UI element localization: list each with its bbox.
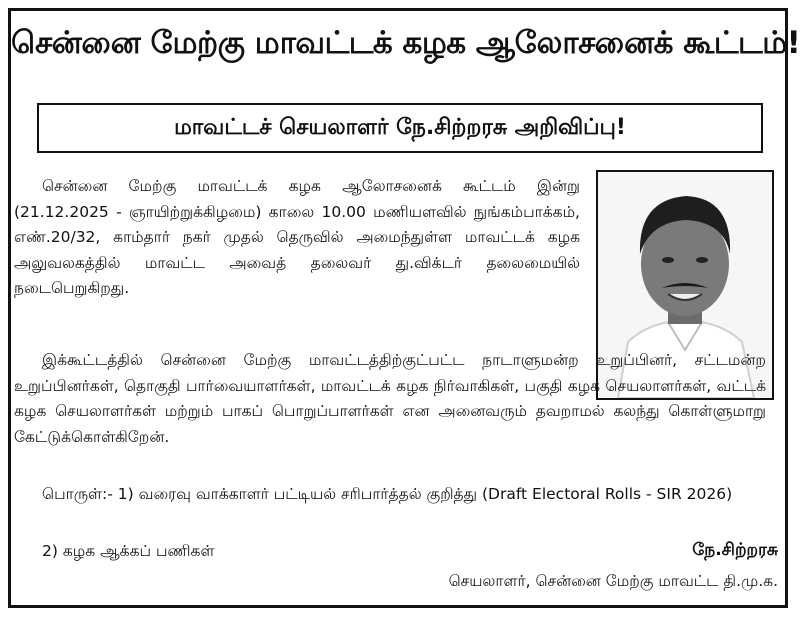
- headline: சென்னை மேற்கு மாவட்டக் கழக ஆலோசனைக் கூட்டம்!: [11, 25, 800, 61]
- paragraph-1: சென்னை மேற்கு மாவட்டக் கழக ஆலோசனைக் கூட்டம் இன்று (21.12.2025 - ஞாயிற்றுக்கிழமை) காலை 10.00 மணியளவில் நுங்கம்பாக்கம், எண்.20/32, காம்தார் நகர் முதல் தெருவில் அமைந்துள்ள மாவட்டக் கழக அலுவலகத்தில் மாவட்ட அவைத் தலைவர் து.விக்டர் தலைமையில் நடைபெறுகிறது.: [14, 177, 580, 297]
- signatory-title: செயலாளர், சென்னை மேற்கு மாவட்ட தி.மு.க.: [448, 572, 778, 590]
- subheadline: மாவட்டச் செயலாளர் நே.சிற்றரசு அறிவிப்பு!: [174, 115, 626, 140]
- paragraph-2: இக்கூட்டத்தில் சென்னை மேற்கு மாவட்டத்திற்குட்பட்ட நாடாளுமன்ற உறுப்பினர், சட்டமன்ற உறுப்பினர்கள், தொகுதி பார்வையாளர்கள், மாவட்டக் கழக நிர்வாகிகள், பகுதி கழக செயலாளர்கள், வட்டக் கழக செயலாளர்கள் மற்றும் பாகப் பொறுப்பாளர்கள் என அனைவரும் தவறாமல் கலந்து கொள்ளுமாறு கேட்டுக்கொள்கிறேன்.: [14, 351, 766, 446]
- subject-point-2: 2) கழக ஆக்கப் பணிகள்: [42, 542, 215, 560]
- subject-line: பொருள்:- 1) வரைவு வாக்காளர் பட்டியல் சரிபார்த்தல் குறித்து (Draft Electoral Rolls - SIR 2026): [42, 485, 733, 503]
- subheadline-box: [37, 103, 763, 153]
- signatory-name: நே.சிற்றரசு: [692, 540, 778, 560]
